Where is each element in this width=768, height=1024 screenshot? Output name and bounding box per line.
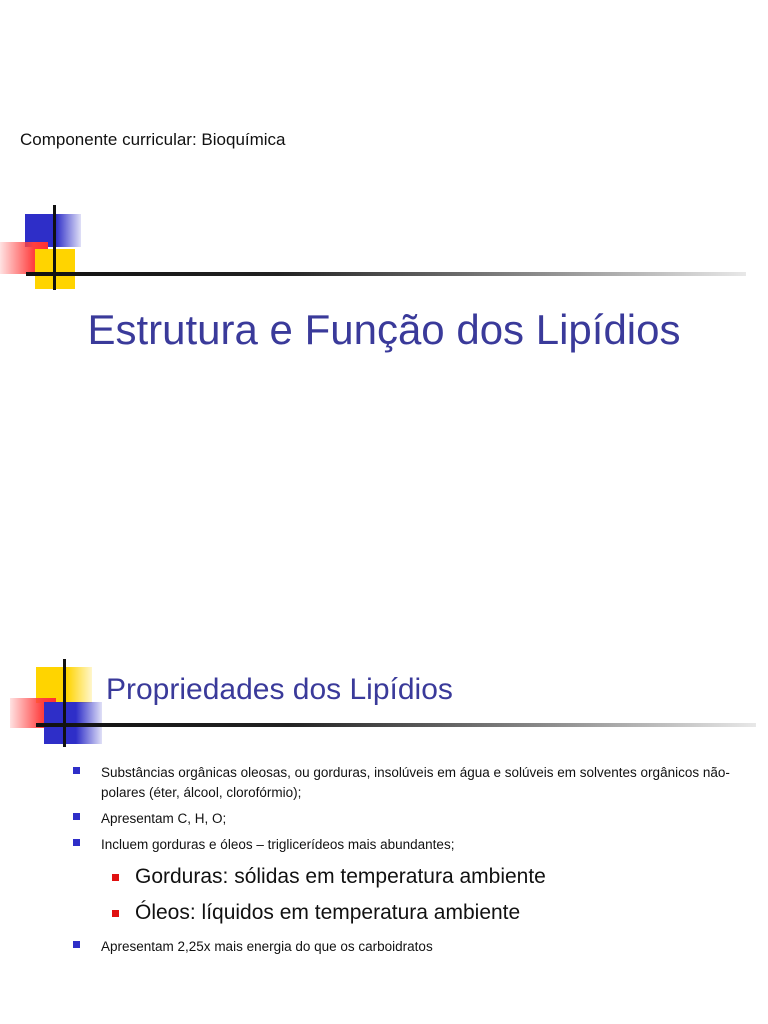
vertical-rule: [53, 205, 56, 290]
list-item: [70, 809, 730, 829]
sub-bullet-text: Gorduras: sólidas em temperatura ambiente: [135, 865, 546, 888]
vertical-rule: [63, 659, 66, 747]
horizontal-rule: [36, 723, 756, 727]
slide-heading: Propriedades dos Lipídios: [106, 673, 453, 706]
list-item: [70, 763, 730, 803]
red-square-bullet-icon: [112, 910, 119, 917]
bullet-text: Apresentam C, H, O;: [101, 811, 227, 826]
sub-bullet-list: [101, 859, 730, 931]
sub-list-item: [101, 895, 730, 931]
red-square-bullet-icon: [112, 874, 119, 881]
bullet-text: Apresentam 2,25x mais energia do que os carboidratos: [101, 939, 433, 954]
list-item: [70, 937, 730, 957]
subject-label: Componente curricular: Bioquímica: [20, 130, 286, 149]
slide-title: Estrutura e Função dos Lipídios: [87, 306, 681, 353]
square-bullet-icon: [73, 941, 80, 948]
square-bullet-icon: [73, 767, 80, 774]
square-bullet-icon: [73, 813, 80, 820]
bullet-text: Substâncias orgânicas oleosas, ou gorduras, insolúveis em água e solúveis em solventes orgânicos não-polares (éter, álcool, clorofórmio);: [101, 765, 730, 800]
content-slide: [0, 512, 768, 1024]
square-bullet-icon: [73, 839, 80, 846]
sub-list-item: [101, 859, 730, 895]
sub-bullet-text: Óleos: líquidos em temperatura ambiente: [135, 901, 521, 924]
bullet-text: Incluem gorduras e óleos – triglicerídeos mais abundantes;: [101, 837, 455, 852]
bullet-list: [70, 763, 730, 963]
horizontal-rule: [26, 272, 746, 276]
list-item: [70, 835, 730, 931]
